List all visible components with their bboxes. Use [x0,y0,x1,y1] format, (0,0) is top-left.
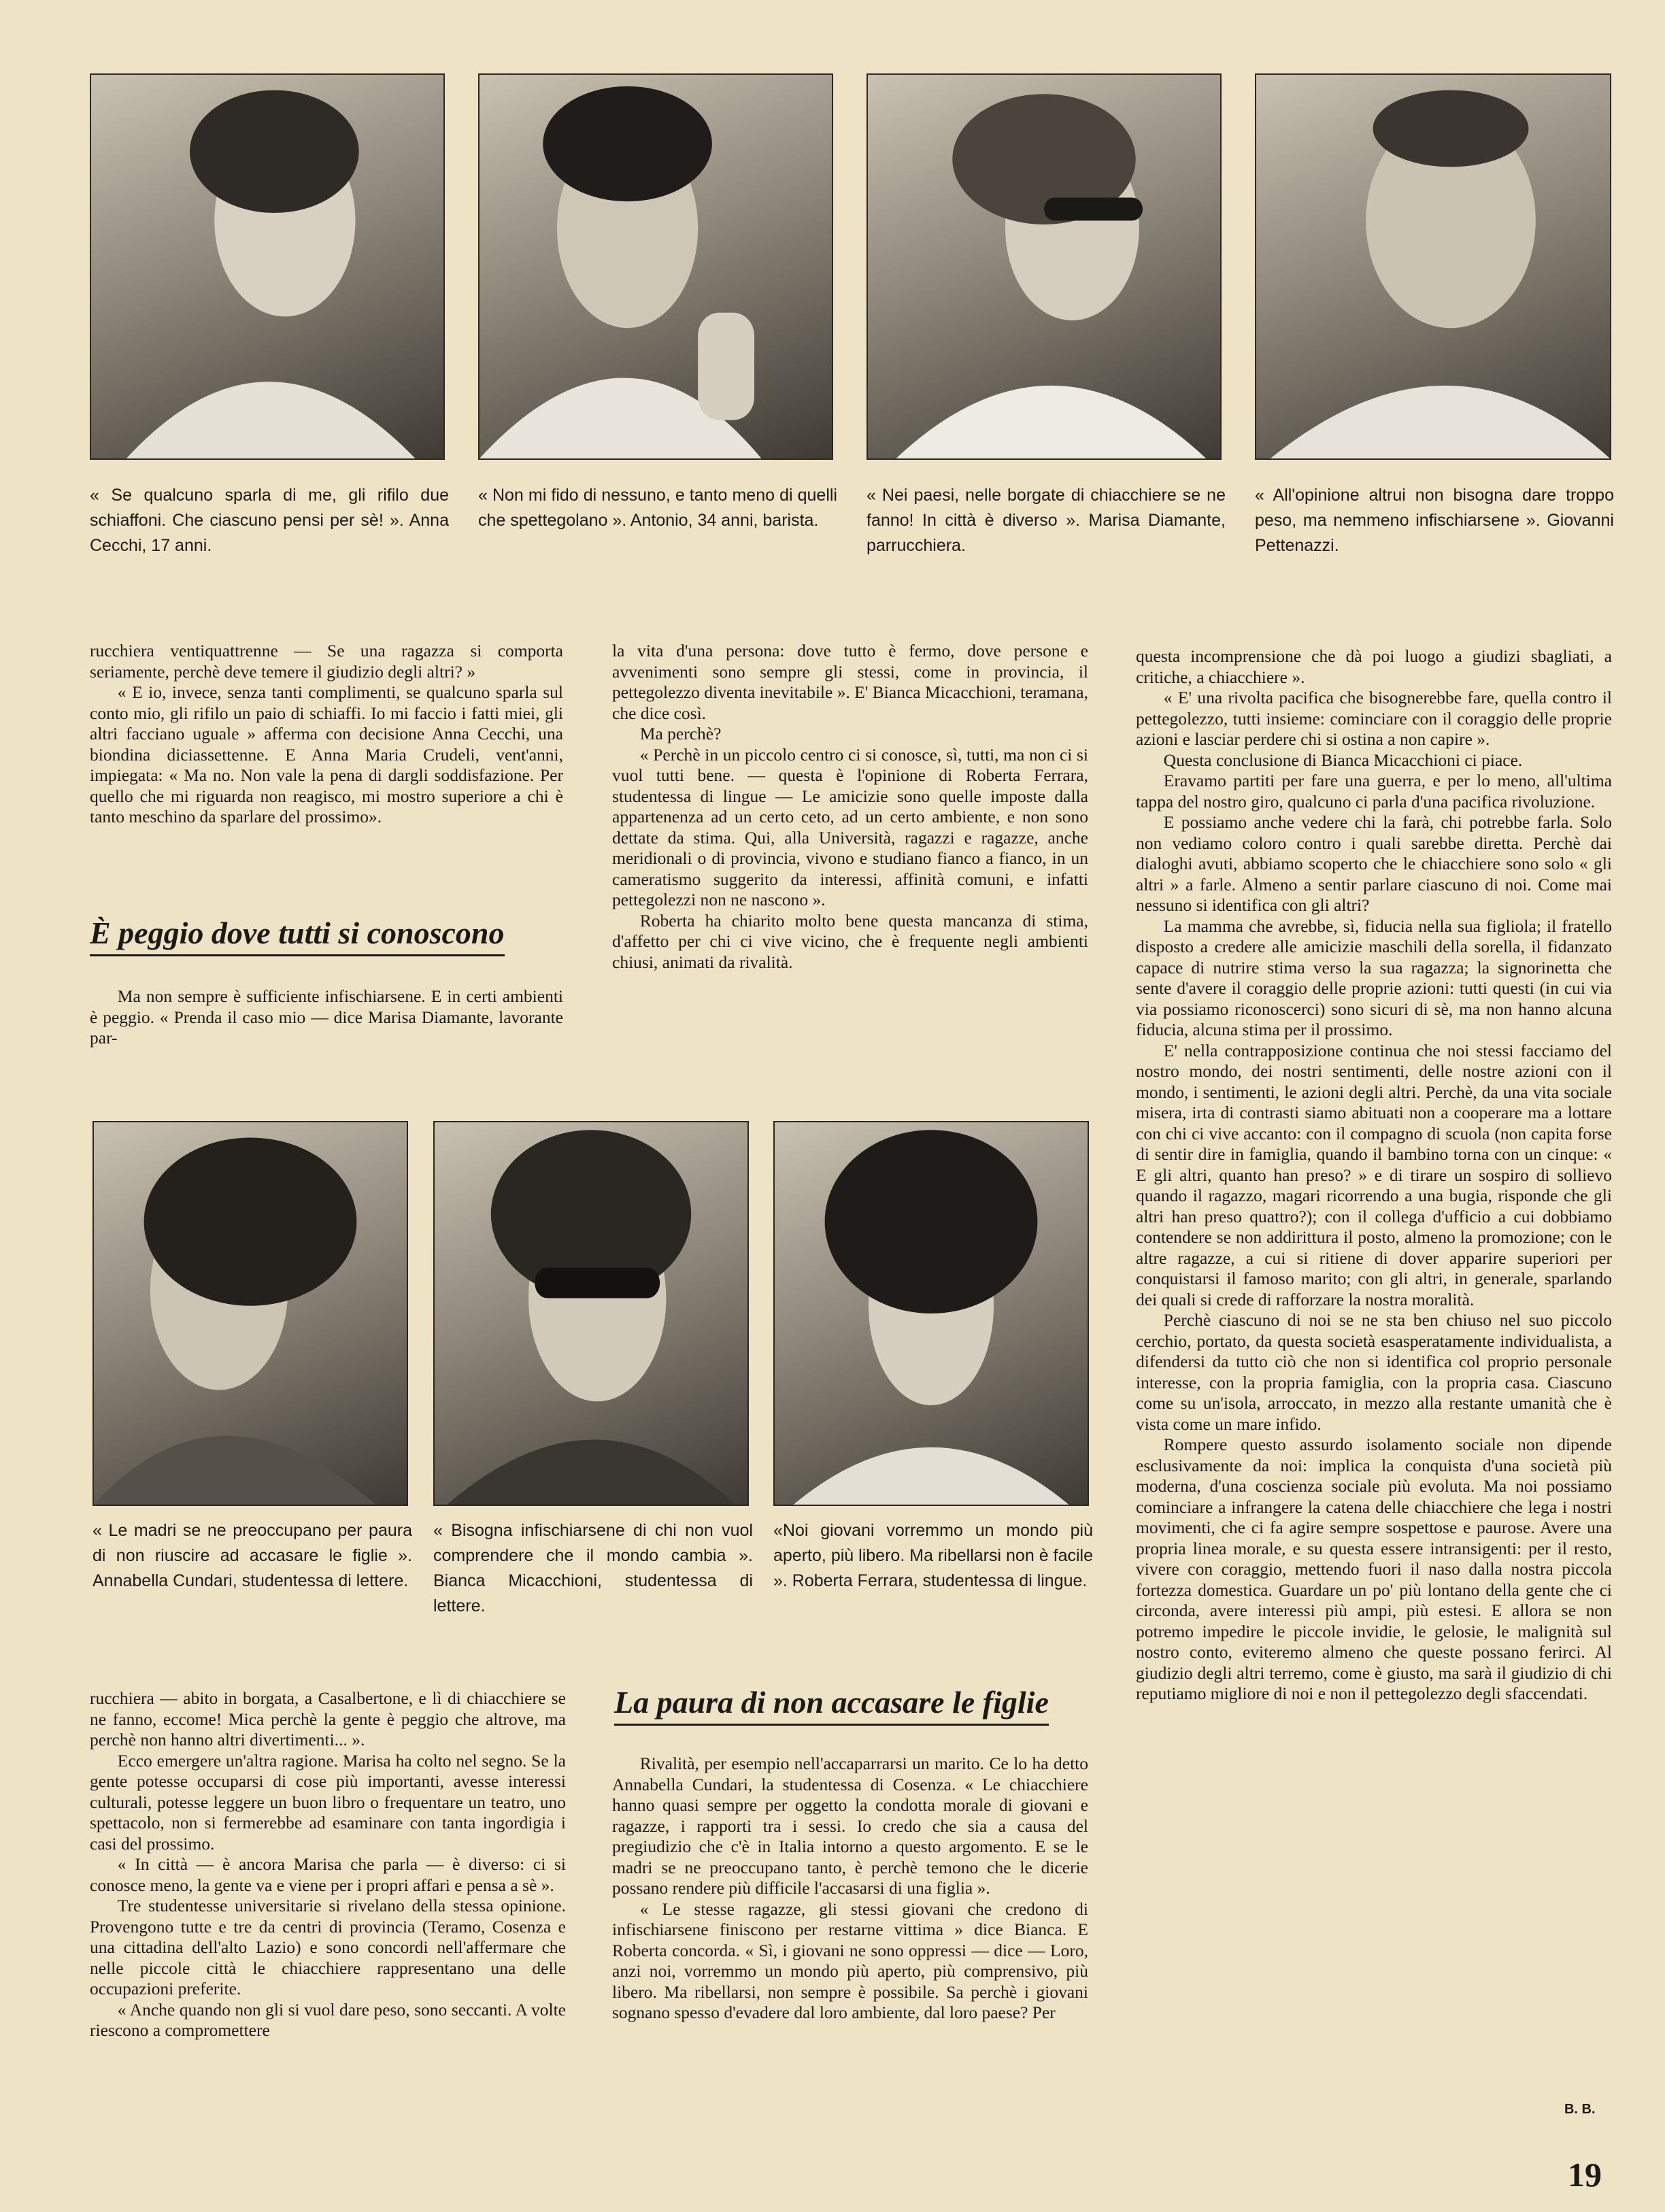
paragraph: Ma non sempre è sufficiente infischiarsene. E in certi ambienti è peggio. « Prenda il caso mio — dice Marisa Diamante, lavorante par- [90,986,563,1048]
portrait-annabella-cundari [92,1121,408,1506]
portrait-anna-cecchi [90,73,445,460]
portrait-silhouette [91,75,443,458]
paragraph: la vita d'una persona: dove tutto è fermo, dove persone e avvenimenti sono sempre gli stessi, come in provincia, il pettegolezzo diventa inevitabile ». E' Bianca Micacchioni, teramana, che dice così. [612,641,1088,723]
paragraph: rucchiera ventiquattrenne — Se una ragazza si comporta seriamente, perchè deve temere il giudizio degli altri? » [90,641,563,682]
paragraph: Questa conclusione di Bianca Micacchioni ci piace. [1163,750,1523,770]
paragraph: Rivalità, per esempio nell'accaparrarsi un marito. Ce lo ha detto Annabella Cundari, la studentessa di Cosenza. « Le chiacchiere hanno quasi sempre per oggetto la condotta morale di giovani e ragazze, i rapporti tra i sessi. Io credo che sia a causa del pregiudizio che c'è in Italia intorno a questo argomento. E se le madri se ne preoccupano tanto, è perchè temono che le dicerie possano rendere più difficile l'accasarsi di una figlia ». [612,1754,1088,1898]
portrait-silhouette [775,1122,1088,1505]
portrait-silhouette [868,75,1220,458]
article-col2-top [612,641,1088,973]
section-heading-paura: La paura di non accasare le figlie [614,1684,1049,1726]
paragraph: « Perchè in un piccolo centro ci si conosce, sì, tutti, ma non ci si vuol tutti bene. — questa è l'opinione di Roberta Ferrara, studentessa di lingue — Le amicizie sono quelle imposte dalla appartenenza ad un certo ceto, ad un certo ambiente, e non sono dettate da stima. Qui, alla Università, ragazzi e ragazze, anche meridionali o di provincia, vivono e studiano fianco a fianco, in un cameratismo suggerito da interessi, affinità comuni, e infatti pettegolezzi non ne nascono ». [612,744,1088,909]
portrait-bianca-micacchioni [433,1121,749,1506]
portrait-roberta-ferrara [773,1121,1089,1506]
paragraph: questa incomprensione che dà poi luogo a giudizi sbagliati, a critiche, a chiacchiere ». [1136,646,1612,687]
paragraph: rucchiera — abito in borgata, a Casalbertone, e lì di chiacchiere se ne fanno, eccome! Mica perchè la gente è peggio che altrove, ma perchè non hanno altri divertimenti... ». [90,1688,566,1749]
portrait-silhouette [435,1122,747,1505]
caption-bianca-micacchioni: « Bisogna infischiarsene di chi non vuol comprendere che il mondo cambia ». Bianca Micacchioni, studentessa di lettere. [433,1521,753,1615]
paragraph: Ecco emergere un'altra ragione. Marisa ha colto nel segno. Se la gente potesse occuparsi di cose più importanti, avesse interessi culturali, potesse leggere un buon libro o frequentare un teatro, uno spettacolo, non si fermerebbe ad esaminare con tanta ingordigia i casi del prossimo. [90,1750,566,1854]
portrait-silhouette [480,75,832,458]
paragraph: « E io, invece, senza tanti complimenti, se qualcuno sparla sul conto mio, gli rifilo un paio di schiaffi. Io mi faccio i fatti miei, gli altri facciano uguale » afferma con decisione Anna Cecchi, una biondina diciassettenne. E Anna Maria Crudeli, vent'anni, impiegata: « Ma no. Non vale la pena di dargli soddisfazione. Per quello che mi riguarda non reagisco, mi mostro superiore a chi è tanto meschino da sparlare del prossimo». [90,682,563,826]
article-col1-bottom [90,1688,566,2041]
article-col2-bottom [612,1754,1088,2024]
section-heading-peggio: È peggio dove tutti si conoscono [90,915,505,956]
paragraph: Ma perchè? [639,724,722,743]
paragraph: « E' una rivolta pacifica che bisognerebbe fare, quella contro il pettegolezzo, tutti insieme: cominciare con il coraggio delle proprie azioni e lasciar perdere chi si ostina a non capire ». [1136,688,1612,749]
paragraph: E' nella contrapposizione continua che noi stessi facciamo del nostro mondo, dei nostri sentimenti, delle nostre azioni con il mondo, i sentimenti, le azioni degli altri. Perchè, da una vita sociale misera, irta di contrasti siamo abituati non a cooperare ma a lottare con chi ci vive accanto: con il compagno di scuola (non capita forse di sentir dire in famiglia, quando il bambino torna con un cinque: « E gli altri, quanto han preso? » e di tirare un sospiro di sollievo quando il ragazzo, magari ricorrendo a una bugia, risponde che gli altri han preso quattro?); con il collega d'ufficio a cui dobbiamo contendere se non addirittura il posto, almeno la promozione; con le altre ragazze, a cui si ritiene di dover apparire superiori per conquistarsi il famoso marito; con gli altri, in generale, sparlando dei quali si crede di rafforzare la nostra moralità. [1136,1040,1612,1309]
portrait-silhouette [1256,75,1610,458]
paragraph: Tre studentesse universitarie si rivelano della stessa opinione. Provengono tutte e tre da centri di provincia (Teramo, Cosenza e una cittadina dell'alto Lazio) e sono concordi nell'affermare che nelle piccole città le chiacchiere rappresentano una delle occupazioni preferite. [90,1896,566,1998]
caption-roberta-ferrara: «Noi giovani vorremmo un mondo più aperto, più libero. Ma ribellarsi non è facile ». Roberta Ferrara, studentessa di lingue. [773,1521,1093,1590]
caption-marisa-diamante: « Nei paesi, nelle borgate di chiacchiere se ne fanno! In città è diverso ». Marisa Diamante, parrucchiera. [867,486,1226,555]
portrait-marisa-diamante [867,73,1222,460]
caption-annabella-cundari: « Le madri se ne preoccupano per paura di non riuscire ad accasare le figlie ». Annabella Cundari, studentessa di lettere. [92,1521,412,1590]
paragraph: La mamma che avrebbe, sì, fiducia nella sua figliola; il fratello disposto a credere alle amicizie maschili della sorella, il fidanzato capace di nutrire stima verso la sua ragazza; la signorinetta che sente d'avere il coraggio delle proprie azioni: tutti questi (in cui via via possiamo riconoscerci) sono sicuri di sè, ma non hanno alcuna fiducia, alcuna stima per il prossimo. [1136,916,1612,1039]
paragraph: « Anche quando non gli si vuol dare peso, sono seccanti. A volte riescono a compromettere [90,1999,566,2040]
author-signature: B. B. [1564,2102,1596,2117]
portrait-antonio [478,73,833,460]
portrait-silhouette [94,1122,407,1505]
article-col1-mid [90,986,563,1049]
paragraph: Rompere questo assurdo isolamento sociale non dipende esclusivamente da noi: implica la conquista d'una società più moderna, d'una coscienza sociale più evoluta. Ma noi possiamo cominciare a infrangere la catena delle chiacchiere che lega i nostri movimenti, che ci fa agire sempre sospettose e paurose. Avere una propria linea morale, e su questa essere intransigenti: per il resto, vivere con coraggio, mettendo fuori il naso dalla nostra piccola fortezza domestica. Guardare un po' più lontano della gente che ci circonda, avere interessi più ampi, più estesi. E allora se non potremo impedire le piccole invidie, le gelosie, le malignità sul nostro conto, eviteremo almeno che queste possano ferirci. Al giudizio degli altri terremo, come è giusto, ma sarà il giudizio di chi reputiamo migliore di noi e non il pettegolezzo degli sfaccendati. [1136,1435,1612,1703]
caption-giovanni-pettenazzi: « All'opinione altrui non bisogna dare troppo peso, ma nemmeno infischiarsene ». Giovanni Pettenazzi. [1255,486,1614,555]
article-col3 [1136,646,1612,1705]
portrait-giovanni-pettenazzi [1255,73,1611,460]
paragraph: Perchè ciascuno di noi se ne sta ben chiuso nel suo piccolo cerchio, portato, da questa società esasperatamente individualista, a difendersi da tutto ciò che non si identifica col proprio personale interesse, con la propria famiglia, con la propria casa. Ciascuno come su un'isola, arroccato, in mezzo alla restante umanità che è vista come un mare infido. [1136,1310,1612,1434]
caption-antonio: « Non mi fido di nessuno, e tanto meno di quelli che spettegolano ». Antonio, 34 anni, barista. [478,486,837,530]
paragraph: Roberta ha chiarito molto bene questa mancanza di stima, d'affetto per chi ci vive vicino, che è frequente negli ambienti chiusi, animati da rivalità. [612,910,1088,972]
caption-anna-cecchi: « Se qualcuno sparla di me, gli rifilo due schiaffoni. Che ciascuno pensi per sè! ». Anna Cecchi, 17 anni. [90,486,449,555]
paragraph: E possiamo anche vedere chi la farà, chi potrebbe farla. Solo non vediamo coloro contro i quali sarebbe diretta. Perchè dai dialoghi avuti, abbiamo scoperto che le chiacchiere sono solo « gli altri » a farle. Almeno a sentir parlare ciascuno di noi. Come mai nessuno si identifica con gli altri? [1136,812,1612,915]
page-number: 19 [1568,2156,1602,2194]
article-col1-top [90,641,563,828]
paragraph: « In città — è ancora Marisa che parla — è diverso: ci si conosce meno, la gente va e viene per i propri affari e pensa a sè ». [90,1854,566,1895]
paragraph: Eravamo partiti per fare una guerra, e per lo meno, all'ultima tappa del nostro giro, qualcuno ci parla d'una pacifica rivoluzione. [1136,771,1612,811]
paragraph: « Le stesse ragazze, gli stessi giovani che credono di infischiarsene finiscono per restarne vittima » dice Bianca. E Roberta concorda. « Sì, i giovani ne sono oppressi — dice — Loro, anzi noi, vorremmo un mondo più aperto, più comprensivo, più libero. Ma ribellarsi, non sempre è possibile. Sa perchè i giovani sognano spesso d'evadere dal loro ambiente, dal loro paese? Per [612,1898,1088,2022]
